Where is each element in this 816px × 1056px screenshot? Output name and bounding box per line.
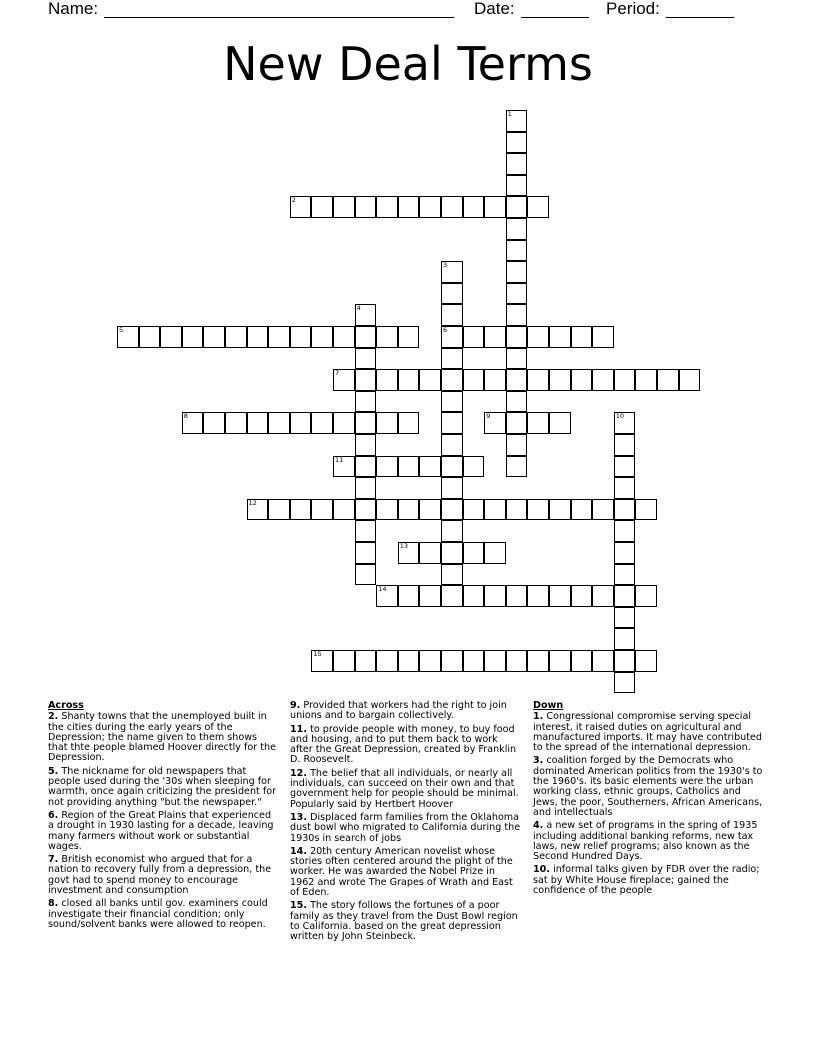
- grid-cell[interactable]: [355, 304, 377, 326]
- grid-cell[interactable]: [549, 585, 571, 607]
- clue-item: [48, 767, 278, 808]
- grid-cell[interactable]: [355, 348, 377, 370]
- grid-cell[interactable]: [355, 542, 377, 564]
- grid-cell[interactable]: [614, 650, 636, 672]
- clue-item: [48, 899, 278, 930]
- grid-cell[interactable]: [441, 477, 463, 499]
- grid-cell[interactable]: [571, 326, 593, 348]
- grid-cell[interactable]: [441, 585, 463, 607]
- clue-number: 9: [486, 412, 491, 421]
- grid-cell[interactable]: [441, 391, 463, 413]
- clue-number: 13: [399, 542, 409, 550]
- clue-item: [48, 811, 278, 852]
- grid-cell[interactable]: [441, 564, 463, 586]
- grid-cell[interactable]: [571, 650, 593, 672]
- clue-text: Displaced farm families from the Oklahoma dust bowl who migrated to California during the 1930s in search of jobs: [290, 811, 521, 844]
- clue-item: [48, 855, 278, 896]
- grid-cell[interactable]: [290, 326, 312, 348]
- grid-cell[interactable]: [247, 412, 269, 434]
- grid-cell[interactable]: [311, 326, 333, 348]
- grid-cell[interactable]: [225, 412, 247, 434]
- grid-cell[interactable]: [506, 175, 528, 197]
- grid-cell[interactable]: [571, 369, 593, 391]
- clue-item: [533, 756, 765, 818]
- grid-cell[interactable]: [419, 196, 441, 218]
- grid-cell[interactable]: [333, 326, 355, 348]
- grid-cell[interactable]: [635, 369, 657, 391]
- grid-cell[interactable]: [355, 499, 377, 521]
- grid-cell[interactable]: [398, 196, 420, 218]
- clue-item: [533, 712, 765, 753]
- grid-cell[interactable]: [527, 412, 549, 434]
- down-heading: Down: [533, 700, 564, 711]
- clue-text: 20th century American novelist whose stories often centered around the plight of the worker. He was awarded the Nobel Prize in 1962 and wrote The Grapes of Wrath and East of Eden.: [290, 845, 513, 899]
- clue-item: [533, 865, 765, 896]
- across-heading: Across: [48, 700, 84, 711]
- grid-cell[interactable]: [657, 369, 679, 391]
- grid-cell[interactable]: [441, 434, 463, 456]
- grid-cell[interactable]: [290, 499, 312, 521]
- grid-cell[interactable]: [527, 326, 549, 348]
- grid-cell[interactable]: [463, 196, 485, 218]
- grid-cell[interactable]: [441, 542, 463, 564]
- grid-cell[interactable]: [290, 412, 312, 434]
- grid-cell[interactable]: [506, 326, 528, 348]
- grid-cell[interactable]: [484, 369, 506, 391]
- grid-cell[interactable]: [333, 456, 355, 478]
- grid-cell[interactable]: [592, 650, 614, 672]
- grid-cell[interactable]: [441, 304, 463, 326]
- clue-number: 3: [443, 261, 448, 270]
- grid-cell[interactable]: [311, 499, 333, 521]
- name-label: Name:: [48, 0, 99, 18]
- grid-cell[interactable]: [376, 456, 398, 478]
- clue-number-label: 10.: [533, 864, 550, 876]
- grid-cell[interactable]: [506, 369, 528, 391]
- clue-number: 6: [443, 326, 448, 334]
- grid-cell[interactable]: [355, 326, 377, 348]
- grid-cell[interactable]: [441, 499, 463, 521]
- grid-cell[interactable]: [376, 499, 398, 521]
- clue-number-label: 8.: [48, 898, 59, 910]
- grid-cell[interactable]: [614, 585, 636, 607]
- grid-cell[interactable]: [441, 348, 463, 370]
- grid-cell[interactable]: [160, 326, 182, 348]
- grid-cell[interactable]: [333, 196, 355, 218]
- clue-number: 4: [356, 304, 361, 313]
- across-clues-column-1: [48, 701, 278, 933]
- grid-cell[interactable]: [441, 412, 463, 434]
- grid-cell[interactable]: [398, 369, 420, 391]
- clue-text: The nickname for old newspapers that people used during the '30s when sleeping for warmth, once again criticizing the president for not providing anything "but the newspaper.": [48, 765, 277, 808]
- grid-cell[interactable]: [635, 650, 657, 672]
- clue-number-label: 7.: [48, 854, 59, 866]
- grid-cell[interactable]: [614, 434, 636, 456]
- clue-number-label: 2.: [48, 711, 59, 723]
- grid-cell[interactable]: [463, 499, 485, 521]
- grid-cell[interactable]: [506, 261, 528, 283]
- grid-cell[interactable]: [592, 499, 614, 521]
- grid-cell[interactable]: [376, 412, 398, 434]
- grid-cell[interactable]: [441, 326, 463, 348]
- grid-cell[interactable]: [441, 283, 463, 305]
- clue-number: 5: [119, 326, 124, 334]
- grid-cell[interactable]: [419, 369, 441, 391]
- grid-cell[interactable]: [506, 283, 528, 305]
- grid-cell[interactable]: [355, 412, 377, 434]
- grid-cell[interactable]: [614, 369, 636, 391]
- clue-item: [533, 821, 765, 862]
- grid-cell[interactable]: [311, 412, 333, 434]
- grid-cell[interactable]: [592, 369, 614, 391]
- grid-cell[interactable]: [268, 326, 290, 348]
- clue-item: [48, 712, 278, 763]
- grid-cell[interactable]: [484, 585, 506, 607]
- grid-cell[interactable]: [549, 499, 571, 521]
- grid-cell[interactable]: [463, 585, 485, 607]
- grid-cell[interactable]: [463, 369, 485, 391]
- grid-cell[interactable]: [225, 326, 247, 348]
- grid-cell[interactable]: [268, 412, 290, 434]
- clue-text: informal talks given by FDR over the radio; sat by White House fireplace; gained the confidence of the people: [533, 864, 760, 897]
- grid-cell[interactable]: [355, 391, 377, 413]
- grid-cell[interactable]: [527, 585, 549, 607]
- clue-number-label: 13.: [290, 811, 307, 823]
- clue-number: 12: [248, 498, 257, 507]
- date-label: Date:: [474, 0, 515, 18]
- grid-cell[interactable]: [635, 585, 657, 607]
- grid-cell[interactable]: [527, 499, 549, 521]
- grid-cell[interactable]: [333, 650, 355, 672]
- grid-cell[interactable]: [333, 499, 355, 521]
- clue-text: a new set of programs in the spring of 1935 including additional banking reforms, new tax laws, new relief programs; also known as the Second Hundred Days.: [533, 820, 758, 863]
- grid-cell[interactable]: [549, 650, 571, 672]
- page-title: New Deal Terms: [223, 37, 593, 91]
- grid-cell[interactable]: [355, 477, 377, 499]
- clue-text: British economist who argued that for a nation to recovery fully from a depression, the govt had to spend money to encourage investment and consumption: [48, 854, 272, 897]
- grid-cell[interactable]: [355, 564, 377, 586]
- grid-cell[interactable]: [463, 650, 485, 672]
- grid-cell[interactable]: [506, 240, 528, 262]
- down-clues-column: [533, 701, 765, 899]
- grid-cell[interactable]: [398, 650, 420, 672]
- grid-cell[interactable]: [506, 196, 528, 218]
- grid-cell[interactable]: [419, 585, 441, 607]
- grid-cell[interactable]: [614, 412, 636, 434]
- grid-cell[interactable]: [484, 499, 506, 521]
- clue-item: [290, 847, 522, 898]
- grid-cell[interactable]: [614, 564, 636, 586]
- grid-cell[interactable]: [247, 326, 269, 348]
- grid-cell[interactable]: [355, 196, 377, 218]
- clue-number-label: 9.: [290, 700, 301, 711]
- grid-cell[interactable]: [592, 326, 614, 348]
- grid-cell[interactable]: [419, 499, 441, 521]
- clue-text: to provide people with money, to buy food and housing, and to put them back to work after the Great Depression, created by Franklin D. Roosevelt.: [290, 723, 517, 766]
- grid-cell[interactable]: [355, 369, 377, 391]
- grid-cell[interactable]: [614, 520, 636, 542]
- grid-cell[interactable]: [484, 542, 506, 564]
- grid-cell[interactable]: [290, 196, 312, 218]
- clue-number-label: 5.: [48, 765, 59, 777]
- grid-cell[interactable]: [571, 499, 593, 521]
- grid-cell[interactable]: [355, 520, 377, 542]
- grid-cell[interactable]: [614, 499, 636, 521]
- grid-cell[interactable]: [333, 369, 355, 391]
- grid-cell[interactable]: [484, 412, 506, 434]
- grid-cell[interactable]: [484, 326, 506, 348]
- clue-text: Congressional compromise serving special interest, it raised duties on agricultural and manufactured imports. It may have contributed to the spread of the international depression.: [533, 711, 763, 754]
- clue-item: [290, 725, 522, 766]
- clue-text: The story follows the fortunes of a poor family as they travel from the Dust Bowl region to California. based on the great depression written by John Steinbeck.: [290, 900, 518, 943]
- grid-cell[interactable]: [398, 326, 420, 348]
- grid-cell[interactable]: [376, 196, 398, 218]
- clue-number-label: 12.: [290, 767, 307, 779]
- grid-cell[interactable]: [506, 110, 528, 132]
- grid-cell[interactable]: [506, 499, 528, 521]
- clue-number-label: 4.: [533, 820, 544, 832]
- grid-cell[interactable]: [311, 196, 333, 218]
- grid-cell[interactable]: [549, 412, 571, 434]
- grid-cell[interactable]: [376, 326, 398, 348]
- grid-cell[interactable]: [506, 304, 528, 326]
- clue-text: The belief that all individuals, or nearly all individuals, can succeed on their own and that government help for people should be minimal. Popularly said by Hertbert Hoover: [290, 767, 519, 810]
- clue-item: [290, 769, 522, 810]
- grid-cell[interactable]: [333, 412, 355, 434]
- grid-cell[interactable]: [614, 456, 636, 478]
- clue-number-label: 14.: [290, 845, 307, 857]
- grid-cell[interactable]: [506, 132, 528, 154]
- grid-cell[interactable]: [679, 369, 701, 391]
- grid-cell[interactable]: [506, 434, 528, 456]
- grid-cell[interactable]: [527, 650, 549, 672]
- grid-cell[interactable]: [614, 607, 636, 629]
- grid-cell[interactable]: [527, 369, 549, 391]
- clue-number: 15: [313, 650, 322, 658]
- clue-number-label: 1.: [533, 711, 544, 723]
- grid-cell[interactable]: [571, 585, 593, 607]
- grid-cell[interactable]: [139, 326, 161, 348]
- grid-cell[interactable]: [268, 499, 290, 521]
- grid-cell[interactable]: [506, 456, 528, 478]
- clue-number: 1: [507, 110, 512, 118]
- grid-cell[interactable]: [398, 456, 420, 478]
- grid-cell[interactable]: [441, 650, 463, 672]
- grid-cell[interactable]: [182, 326, 204, 348]
- grid-cell[interactable]: [463, 542, 485, 564]
- grid-cell[interactable]: [441, 196, 463, 218]
- clue-text: coalition forged by the Democrats who dominated American politics from the 1930's to the 1960's. its basic elements were the urban working class, ethnic groups, Catholics and Jews, the poor, Southerners, African Americans, and intellectuals: [533, 755, 763, 818]
- clue-number: 10: [615, 412, 625, 421]
- clue-number: 2: [291, 196, 296, 205]
- clue-text: Provided that workers had the right to join unions and to bargain collectively.: [290, 700, 507, 722]
- clue-number-label: 3.: [533, 755, 544, 767]
- grid-cell[interactable]: [441, 261, 463, 283]
- grid-cell[interactable]: [506, 391, 528, 413]
- grid-cell[interactable]: [355, 434, 377, 456]
- grid-cell[interactable]: [398, 542, 420, 564]
- grid-cell[interactable]: [614, 477, 636, 499]
- grid-cell[interactable]: [419, 650, 441, 672]
- grid-cell[interactable]: [549, 326, 571, 348]
- clue-number: 8: [183, 412, 188, 421]
- grid-cell[interactable]: [592, 585, 614, 607]
- grid-cell[interactable]: [441, 456, 463, 478]
- grid-cell[interactable]: [117, 326, 139, 348]
- clue-text: Region of the Great Plains that experienced a drought in 1930 lasting for a decade, leaving many farmers without work or substantial wages.: [48, 809, 274, 852]
- grid-cell[interactable]: [419, 542, 441, 564]
- grid-cell[interactable]: [463, 456, 485, 478]
- grid-cell[interactable]: [419, 456, 441, 478]
- grid-cell[interactable]: [376, 369, 398, 391]
- clue-number: 11: [335, 455, 344, 464]
- clue-number-label: 11.: [290, 723, 307, 735]
- grid-cell[interactable]: [614, 672, 636, 694]
- clue-item: [290, 813, 522, 844]
- grid-cell[interactable]: [398, 499, 420, 521]
- grid-cell[interactable]: [441, 520, 463, 542]
- grid-cell[interactable]: [635, 499, 657, 521]
- grid-cell[interactable]: [506, 650, 528, 672]
- grid-cell[interactable]: [441, 369, 463, 391]
- grid-cell[interactable]: [203, 412, 225, 434]
- grid-cell[interactable]: [247, 499, 269, 521]
- grid-cell[interactable]: [463, 326, 485, 348]
- grid-cell[interactable]: [398, 412, 420, 434]
- clue-item: [290, 901, 522, 942]
- clue-text: Shanty towns that the unemployed built in the cities during the early years of the Depression; the name given to them shows that thte people blamed Hoover directly for the Depression.: [48, 711, 277, 764]
- grid-cell[interactable]: [506, 153, 528, 175]
- grid-cell[interactable]: [182, 412, 204, 434]
- clue-number-label: 15.: [290, 900, 307, 912]
- grid-cell[interactable]: [376, 585, 398, 607]
- grid-cell[interactable]: [527, 196, 549, 218]
- clue-text: closed all banks until gov. examiners could investigate their financial condition; only sound/solvent banks were allowed to reopen.: [48, 898, 268, 930]
- grid-cell[interactable]: [376, 650, 398, 672]
- grid-cell[interactable]: [484, 650, 506, 672]
- period-label: Period:: [606, 0, 660, 18]
- grid-cell[interactable]: [203, 326, 225, 348]
- clue-item: [290, 701, 522, 722]
- grid-cell[interactable]: [311, 650, 333, 672]
- grid-cell[interactable]: [484, 196, 506, 218]
- clue-number: 14: [378, 585, 387, 594]
- across-clues-column-2: [290, 701, 522, 946]
- grid-cell[interactable]: [355, 650, 377, 672]
- grid-cell[interactable]: [549, 369, 571, 391]
- grid-cell[interactable]: [614, 542, 636, 564]
- clue-number-label: 6.: [48, 809, 59, 821]
- grid-cell[interactable]: [506, 218, 528, 240]
- clue-number: 7: [335, 369, 340, 378]
- grid-cell[interactable]: [506, 585, 528, 607]
- grid-cell[interactable]: [398, 585, 420, 607]
- grid-cell[interactable]: [355, 456, 377, 478]
- grid-cell[interactable]: [614, 628, 636, 650]
- grid-cell[interactable]: [506, 412, 528, 434]
- grid-cell[interactable]: [506, 348, 528, 370]
